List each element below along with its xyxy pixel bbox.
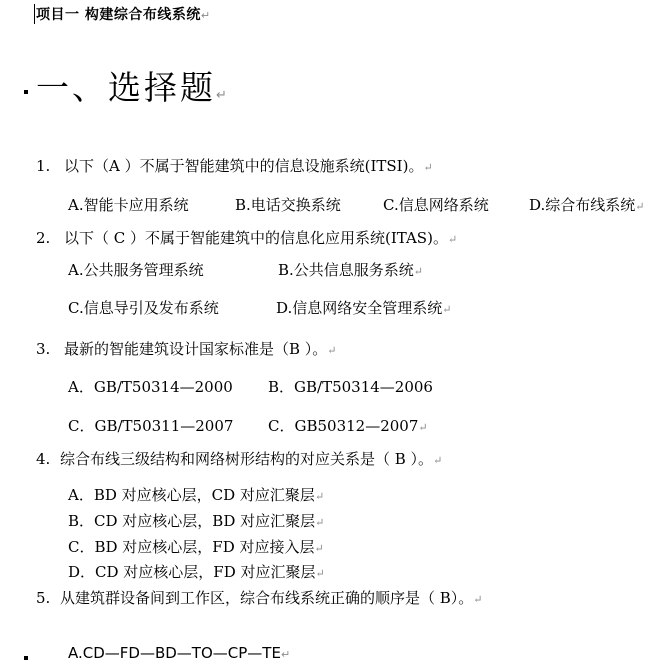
question-text: 以下（ C ）不属于智能建筑中的信息化应用系统(ITAS)。 xyxy=(64,229,448,247)
paragraph-mark: ↵ xyxy=(200,9,211,22)
question-5 xyxy=(36,587,483,608)
question-number: 1. xyxy=(36,157,51,175)
paragraph-mark: ↵ xyxy=(315,567,325,580)
question-number: 4. xyxy=(36,450,51,468)
paragraph-mark: ↵ xyxy=(442,303,452,316)
option-1b: B.电话交换系统 xyxy=(235,196,341,214)
paragraph-mark: ↵ xyxy=(280,648,291,661)
question-number: 3. xyxy=(36,340,51,358)
question-2 xyxy=(36,227,457,248)
option-2d xyxy=(276,297,451,318)
heading-bullet xyxy=(24,90,28,94)
text-cursor xyxy=(34,4,35,24)
option-1d xyxy=(529,194,644,215)
option-text: D.信息网络安全管理系统 xyxy=(276,299,443,317)
option-text: B.公共信息服务系统 xyxy=(278,261,414,279)
option-2c: C.信息导引及发布系统 xyxy=(68,299,219,317)
option-text: A．BD 对应核心层，CD 对应汇聚层 xyxy=(68,486,315,504)
paragraph-mark: ↵ xyxy=(327,344,337,357)
option-text: C．GB50312—2007 xyxy=(268,417,419,435)
question-1 xyxy=(36,155,433,176)
option-2b xyxy=(278,259,423,280)
option-text: A.CD—FD—BD—TO—CP—TE xyxy=(68,644,281,662)
option-3b: B．GB/T50314—2006 xyxy=(268,378,433,396)
paragraph-mark: ↵ xyxy=(447,233,458,246)
option-5a xyxy=(68,644,290,662)
header-title: 项目一 构建综合布线系统 xyxy=(36,7,201,23)
option-4b xyxy=(68,510,324,531)
question-3 xyxy=(36,338,337,359)
question-text: 从建筑群设备间到工作区，综合布线系统正确的顺序是（ B）。 xyxy=(60,589,474,607)
paragraph-mark: ↵ xyxy=(314,542,324,555)
document-header xyxy=(36,4,211,24)
option-bullet xyxy=(24,656,28,660)
paragraph-mark: ↵ xyxy=(418,421,428,434)
question-text: 以下（A ）不属于智能建筑中的信息设施系统(ITSI)。 xyxy=(64,157,424,175)
option-3d xyxy=(268,415,428,436)
option-4a xyxy=(68,484,324,505)
question-number: 5. xyxy=(36,589,51,607)
option-2a: A.公共服务管理系统 xyxy=(68,261,204,279)
paragraph-mark: ↵ xyxy=(216,88,230,103)
option-text: D．CD 对应核心层，FD 对应汇聚层 xyxy=(68,563,316,581)
paragraph-mark: ↵ xyxy=(473,593,483,606)
option-text: B．CD 对应核心层，BD 对应汇聚层 xyxy=(68,512,316,530)
section-title: 一、选择题 xyxy=(36,68,216,107)
paragraph-mark: ↵ xyxy=(315,516,325,529)
option-1a: A.智能卡应用系统 xyxy=(68,196,189,214)
option-3a: A．GB/T50314—2000 xyxy=(68,378,233,396)
paragraph-mark: ↵ xyxy=(314,490,325,503)
option-4c xyxy=(68,536,324,557)
paragraph-mark: ↵ xyxy=(635,200,645,213)
section-heading xyxy=(36,62,230,109)
option-text: D.综合布线系统 xyxy=(529,196,636,214)
option-1c: C.信息网络系统 xyxy=(383,196,489,214)
question-number: 2. xyxy=(36,229,51,247)
paragraph-mark: ↵ xyxy=(423,161,433,174)
option-3c: C．GB/T50311—2007 xyxy=(68,417,234,435)
option-4d xyxy=(68,561,325,582)
question-4 xyxy=(36,448,442,469)
paragraph-mark: ↵ xyxy=(433,454,443,467)
paragraph-mark: ↵ xyxy=(413,265,424,278)
question-text: 综合布线三级结构和网络树形结构的对应关系是（ B ）。 xyxy=(60,450,434,468)
option-text: C．BD 对应核心层，FD 对应接入层 xyxy=(68,538,315,556)
question-text: 最新的智能建筑设计国家标准是（B ）。 xyxy=(64,340,328,358)
